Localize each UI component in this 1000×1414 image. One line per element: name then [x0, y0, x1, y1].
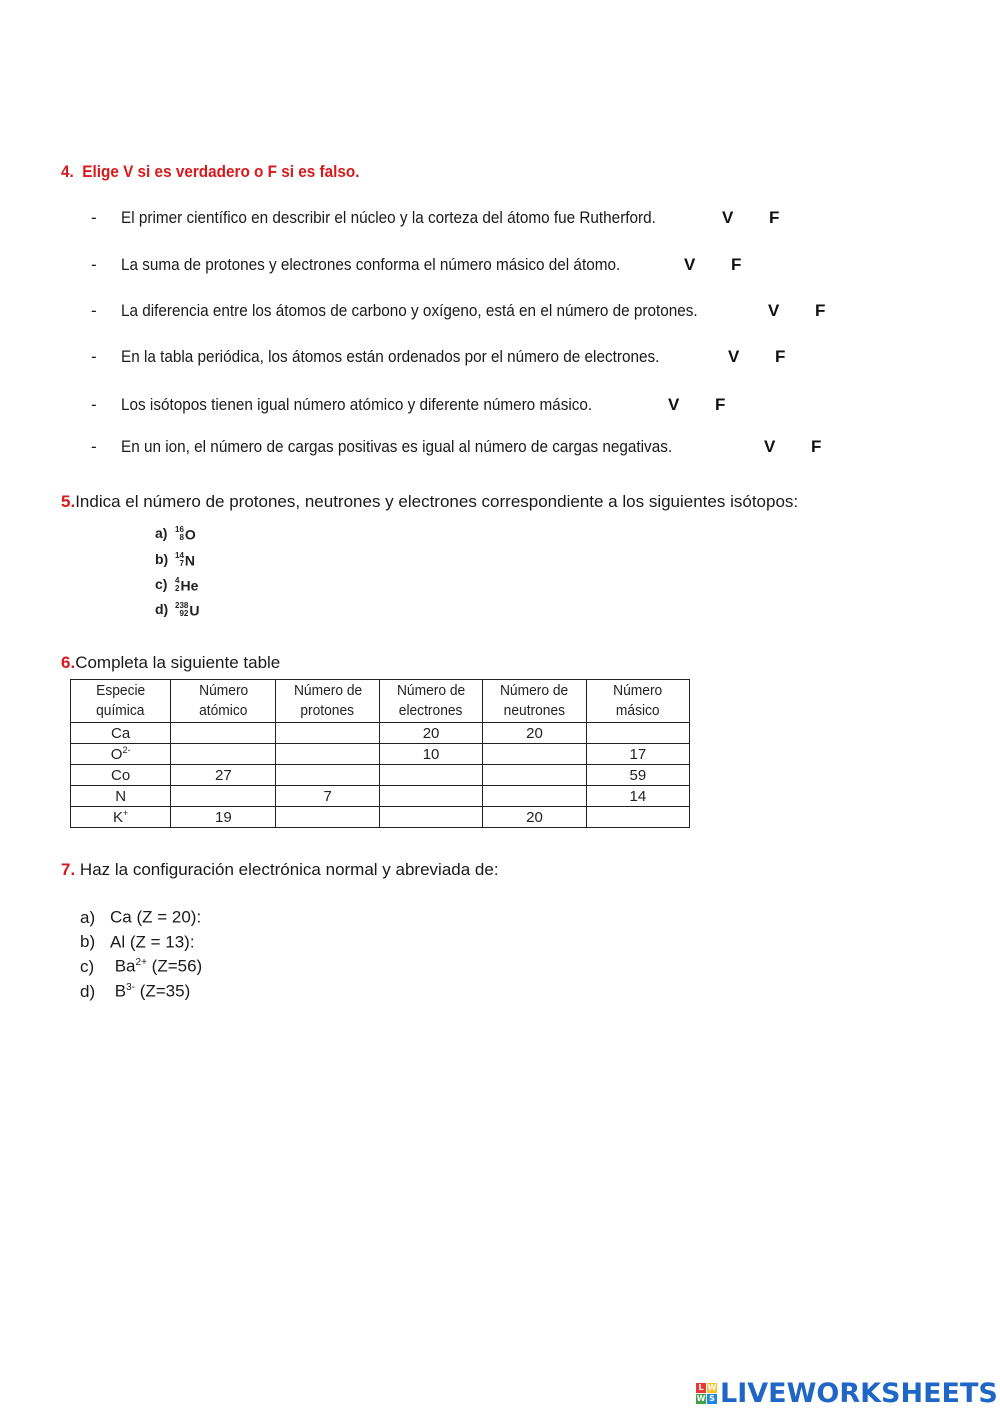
electrons-cell[interactable]: [379, 807, 482, 828]
header-protons: Número de protones: [276, 680, 379, 723]
atomic-number: 92: [179, 609, 189, 619]
true-option[interactable]: V: [722, 208, 734, 227]
species-cell: N: [71, 786, 171, 807]
bullet-dash: -: [91, 347, 97, 366]
table-row: [71, 744, 690, 765]
atomic-number: 8: [179, 533, 184, 543]
header-neutrons: Número de neutrones: [483, 680, 586, 723]
neutrons-cell[interactable]: [483, 786, 586, 807]
table-row: [71, 765, 690, 786]
q7-title-text: Haz la configuración electrónica normal y abreviada de:: [79, 860, 499, 879]
list-item: b) Al (Z = 13):: [80, 932, 195, 952]
isotope-label: a): [155, 525, 168, 541]
mass-number: 4: [175, 576, 180, 586]
isotope-item: [155, 551, 195, 568]
false-option[interactable]: F: [715, 395, 726, 414]
isotope-label: c): [155, 576, 168, 592]
isotope-label: d): [155, 601, 169, 617]
true-option[interactable]: V: [768, 301, 780, 320]
q4-item-text: La diferencia entre los átomos de carbono y oxígeno, está en el número de protones.: [121, 301, 698, 320]
mass-number: 16: [175, 525, 184, 535]
mass-number-cell[interactable]: 59: [586, 765, 689, 786]
true-option[interactable]: V: [728, 347, 740, 366]
electrons-cell[interactable]: 10: [379, 744, 482, 765]
neutrons-cell[interactable]: 20: [483, 807, 586, 828]
mass-number-cell[interactable]: 17: [586, 744, 689, 765]
false-option[interactable]: F: [811, 437, 822, 456]
neutrons-cell[interactable]: 20: [483, 723, 586, 744]
isotope-numbers: [175, 552, 184, 568]
isotope-numbers: [175, 602, 188, 618]
atomic-number-cell[interactable]: [171, 786, 276, 807]
protons-cell[interactable]: [276, 765, 379, 786]
bullet-dash: -: [91, 208, 97, 227]
q7-list: [80, 903, 202, 1002]
false-option[interactable]: F: [775, 347, 786, 366]
q4-item: [91, 347, 719, 367]
q4-number: 4.: [61, 162, 74, 181]
atomic-number-cell[interactable]: 19: [171, 807, 276, 828]
bullet-dash: -: [91, 395, 97, 414]
q6-number: 6.: [61, 653, 76, 672]
q4-item-text: El primer científico en describir el núcleo y la corteza del átomo fue Rutherford.: [121, 208, 656, 227]
isotope-label: b): [155, 551, 169, 567]
electrons-cell[interactable]: 20: [379, 723, 482, 744]
liveworksheets-logo: [696, 1378, 998, 1409]
table-row: [71, 723, 690, 744]
mass-number-cell[interactable]: 14: [586, 786, 689, 807]
header-atomic-number: Número atómico: [171, 680, 276, 723]
header-electrons: Número de electrones: [379, 680, 482, 723]
q7-title: [61, 860, 499, 880]
isotope-item: [155, 601, 199, 618]
protons-cell[interactable]: [276, 807, 379, 828]
isotope-item: [155, 525, 196, 542]
atomic-number: 7: [179, 559, 184, 569]
q4-title-text: Elige V si es verdadero o F si es falso.: [82, 162, 360, 181]
bullet-dash: -: [91, 301, 97, 320]
q7-number: 7.: [61, 860, 76, 879]
q4-item: [91, 395, 645, 415]
q4-item: [91, 301, 762, 321]
q4-item: [91, 208, 715, 228]
mass-number: 238: [175, 601, 189, 611]
q5-number: 5.: [61, 492, 76, 511]
element-symbol: O: [184, 526, 196, 543]
list-item: d) $B^{3-}$ (Z=35): [80, 981, 191, 1001]
table-row: [71, 786, 690, 807]
header-mass-number: Número másico: [586, 680, 689, 723]
q4-item-text: En la tabla periódica, los átomos están ordenados por el número de electrones.: [121, 347, 660, 366]
species-cell: $O^{2-}$: [71, 744, 171, 765]
table-row: [71, 807, 690, 828]
q5-title-text: Indica el número de protones, neutrones y electrones correspondiente a los siguientes isótopos:: [75, 492, 799, 511]
false-option[interactable]: F: [815, 301, 826, 320]
atoms-table: [70, 679, 690, 828]
element-symbol: U: [189, 602, 200, 619]
isotope-numbers: [175, 577, 179, 593]
mass-number-cell[interactable]: [586, 723, 689, 744]
electrons-cell[interactable]: [379, 786, 482, 807]
q4-item: [91, 437, 733, 457]
table-header-row: [71, 680, 690, 723]
electrons-cell[interactable]: [379, 765, 482, 786]
bullet-dash: -: [91, 255, 97, 274]
q6-title-text: Completa la siguiente table: [75, 653, 281, 672]
neutrons-cell[interactable]: [483, 744, 586, 765]
false-option[interactable]: F: [731, 255, 742, 274]
q4-item-text: Los isótopos tienen igual número atómico y diferente número másico.: [121, 395, 593, 414]
protons-cell[interactable]: 7: [276, 786, 379, 807]
true-option[interactable]: V: [684, 255, 696, 274]
q4-item: [91, 255, 676, 275]
neutrons-cell[interactable]: [483, 765, 586, 786]
true-option[interactable]: V: [764, 437, 776, 456]
logo-text: LIVEWORKSHEETS: [720, 1378, 998, 1409]
element-symbol: He: [180, 577, 199, 594]
q4-title: [61, 162, 360, 182]
mass-number: 14: [175, 551, 184, 561]
true-option[interactable]: V: [668, 395, 680, 414]
species-cell: Ca: [71, 723, 171, 744]
atomic-number-cell[interactable]: [171, 744, 276, 765]
protons-cell[interactable]: [276, 744, 379, 765]
mass-number-cell[interactable]: [586, 807, 689, 828]
protons-cell[interactable]: [276, 723, 379, 744]
species-cell: K+: [71, 807, 171, 828]
false-option[interactable]: F: [769, 208, 780, 227]
atomic-number: 2: [175, 584, 180, 594]
logo-mark-icon: L W W S: [696, 1383, 717, 1403]
q4-item-text: La suma de protones y electrones conforma el número másico del átomo.: [121, 255, 621, 274]
atomic-number-cell[interactable]: [171, 723, 276, 744]
header-species: Especie química: [71, 680, 171, 723]
isotope-numbers: [175, 526, 184, 542]
isotope-item: [155, 576, 198, 593]
q6-title: [61, 653, 280, 673]
species-cell: Co: [71, 765, 171, 786]
list-item: a) Ca (Z = 20):: [80, 907, 202, 927]
list-item: c) $Ba^{2+}$ (Z=56): [80, 956, 203, 976]
element-symbol: N: [184, 552, 196, 569]
q5-title: [61, 492, 798, 512]
atomic-number-cell[interactable]: 27: [171, 765, 276, 786]
q4-item-text: En un ion, el número de cargas positivas es igual al número de cargas negativas.: [121, 437, 673, 456]
bullet-dash: -: [91, 437, 97, 456]
